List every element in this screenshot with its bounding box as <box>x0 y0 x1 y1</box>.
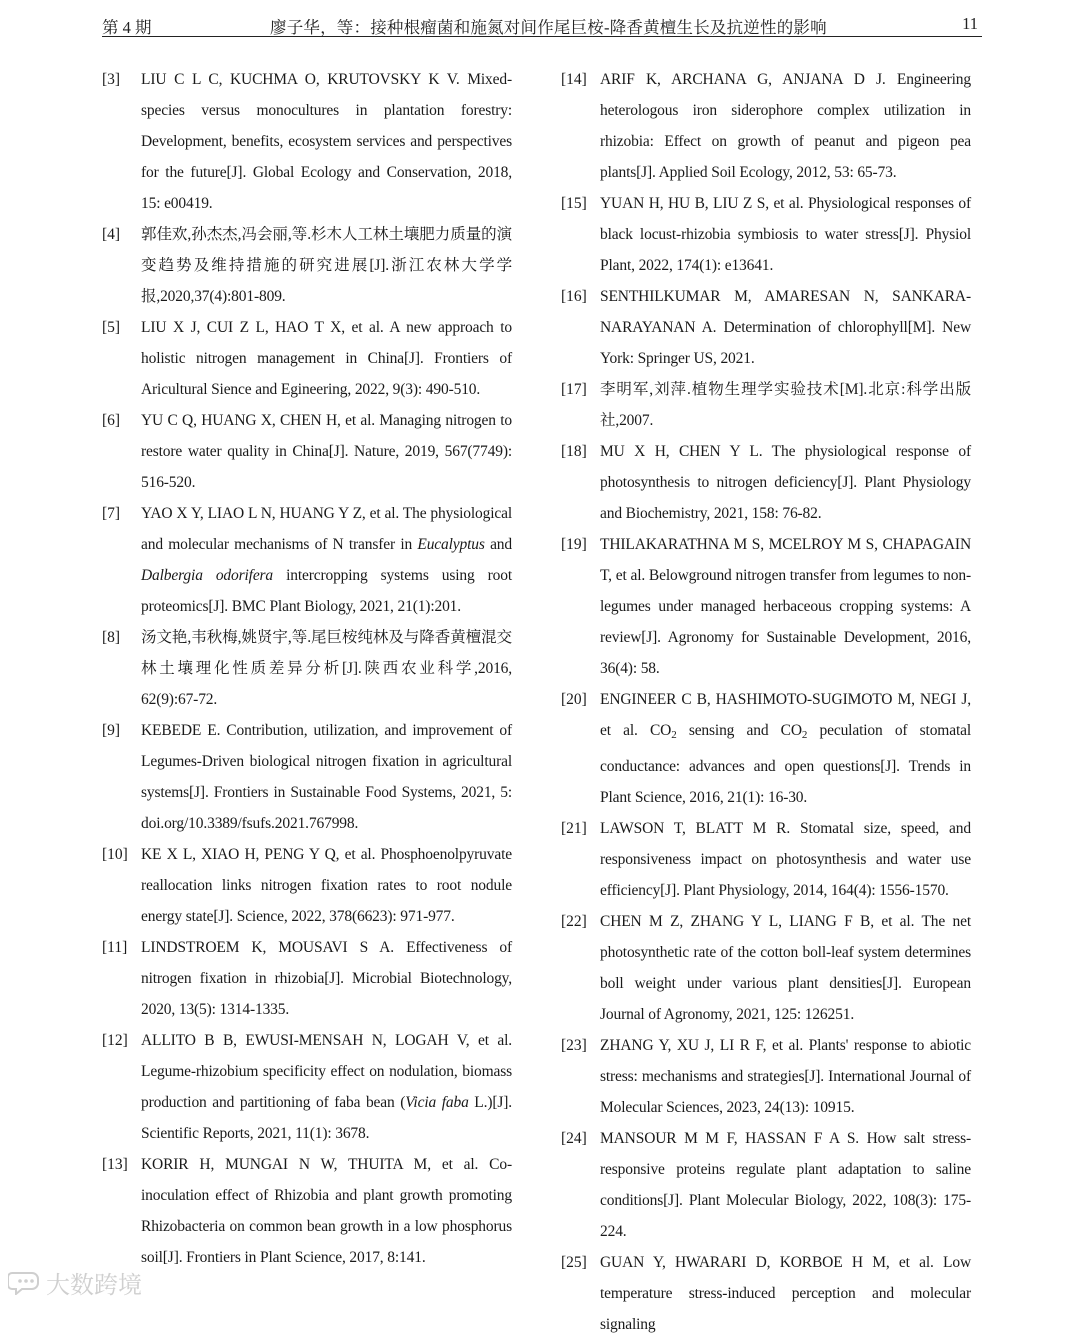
reference-text: MANSOUR M M F, HASSAN F A S. How salt stress-responsive proteins regulate plant adaptation to saline conditions[J]. Plant Molecular Biology, 2022, 108(3): 175-224. <box>600 1130 971 1240</box>
reference-number: [15] <box>561 195 587 212</box>
reference-text: LIU C L C, KUCHMA O, KRUTOVSKY K V. Mixed-species versus monocultures in plantation forestry: Development, benefits, ecosystem services and perspectives for the future[J]. Global Ecology and Conservation, 2018, 15: e00419. <box>141 71 512 212</box>
reference-item <box>102 312 512 405</box>
reference-text: YUAN H, HU B, LIU Z S, et al. Physiological responses of black locust-rhizobia symbiosis to water stress[J]. Physiol Plant, 2022, 174(1): e13641. <box>600 195 971 274</box>
reference-item <box>102 932 512 1025</box>
reference-number: [17] <box>561 381 587 398</box>
subscript: 2 <box>801 729 808 741</box>
species-name: Dalbergia odorifera <box>141 567 274 584</box>
reference-text: 汤文艳,韦秋梅,姚贤宇,等.尾巨桉纯林及与降香黄檀混交林土壤理化性质差异分析[J].陕西农业科学,2016, 62(9):67-72. <box>141 629 512 708</box>
reference-number: [19] <box>561 536 587 553</box>
issue-label: 第 4 期 <box>102 18 152 37</box>
reference-text: KE X L, XIAO H, PENG Y Q, et al. Phosphoenolpyruvate reallocation links nitrogen fixation rates to root nodule energy state[J]. Science, 2022, 378(6623): 971-977. <box>141 846 512 925</box>
running-header <box>102 12 982 38</box>
reference-column-left <box>102 64 512 1273</box>
reference-item <box>561 1030 971 1123</box>
reference-number: [12] <box>102 1032 128 1049</box>
running-title: 廖子华，等：接种根瘤菌和施氮对间作尾巨桉-降香黄檀生长及抗逆性的影响 <box>270 18 827 37</box>
reference-text: LINDSTROEM K, MOUSAVI S A. Effectiveness of nitrogen fixation in rhizobia[J]. Microbial Biotechnology, 2020, 13(5): 1314-1335. <box>141 939 512 1018</box>
reference-text: 郭佳欢,孙杰杰,冯会丽,等.杉木人工林土壤肥力质量的演变趋势及维持措施的研究进展[J].浙江农林大学学报,2020,37(4):801-809. <box>141 226 512 305</box>
reference-number: [14] <box>561 71 587 88</box>
reference-item <box>102 622 512 715</box>
reference-item <box>102 219 512 312</box>
reference-text: CHEN M Z, ZHANG Y L, LIANG F B, et al. The net photosynthetic rate of the cotton boll-leaf system determines boll weight under various plant densities[J]. European Journal of Agronomy, 2021, 125: 126251. <box>600 913 971 1023</box>
header-rule <box>102 36 982 37</box>
reference-text: SENTHILKUMAR M, AMARESAN N, SANKARA-NARAYANAN A. Determination of chlorophyll[M]. New York: Springer US, 2021. <box>600 288 971 367</box>
subscript: 2 <box>671 729 677 741</box>
reference-text: ALLITO B B, EWUSI-MENSAH N, LOGAH V, et al. Legume-rhizobium specificity effect on nodulation, biomass production and partitioning of faba bean (Vicia faba L.)[J]. Scientific Reports, 2021, 11(1): 3678. <box>141 1032 512 1142</box>
reference-number: [24] <box>561 1130 587 1147</box>
reference-number: [21] <box>561 820 587 837</box>
reference-item <box>102 64 512 219</box>
reference-item <box>102 405 512 498</box>
reference-text: ZHANG Y, XU J, LI R F, et al. Plants' response to abiotic stress: mechanisms and strategies[J]. International Journal of Molecular Sciences, 2023, 24(13): 10915. <box>600 1037 971 1116</box>
reference-item <box>561 281 971 374</box>
reference-text: ENGINEER C B, HASHIMOTO-SUGIMOTO M, NEGI J, et al. $CO_2$ sensing and $CO_2$ peculation of stomatal conductance: advances and open questions[J]. Trends in Plant Science, 2016, 21(1): 16-30. <box>600 691 971 806</box>
reference-number: [11] <box>102 939 128 956</box>
species-name: Eucalyptus <box>417 536 485 553</box>
reference-text: ARIF K, ARCHANA G, ANJANA D J. Engineering heterologous iron siderophore complex utilization in rhizobia: Effect on growth of peanut and pigeon pea plants[J]. Applied Soil Ecology, 2012, 53: 65-73. <box>600 71 971 181</box>
reference-number: [4] <box>102 226 121 243</box>
reference-text: YAO X Y, LIAO L N, HUANG Y Z, et al. The physiological and molecular mechanisms of N transfer in Eucalyptus and Dalbergia odorifera intercropping systems using root proteomics[J]. BMC Plant Biology, 2021, 21(1):201. <box>141 505 513 615</box>
reference-item <box>561 1123 971 1247</box>
reference-item <box>561 188 971 281</box>
reference-number: [18] <box>561 443 587 460</box>
reference-number: [16] <box>561 288 587 305</box>
reference-number: [8] <box>102 629 121 646</box>
reference-text: KEBEDE E. Contribution, utilization, and improvement of Legumes-Driven biological nitrogen fixation in agricultural systems[J]. Frontiers in Sustainable Food Systems, 2021, 5: doi.org/10.3389/fsufs.2021.767998. <box>141 722 512 832</box>
reference-text: LIU X J, CUI Z L, HAO T X, et al. A new approach to holistic nitrogen management in China[J]. Frontiers of Aricultural Sience and Egineering, 2022, 9(3): 490-510. <box>141 319 512 398</box>
reference-item <box>561 906 971 1030</box>
reference-item <box>561 436 971 529</box>
reference-item <box>102 715 512 839</box>
watermark-text: 大数跨境 <box>46 1270 142 1299</box>
reference-number: [6] <box>102 412 121 429</box>
reference-item <box>102 498 512 622</box>
reference-text: GUAN Y, HWARARI D, KORBOE H M, et al. Low temperature stress-induced perception and molecular signaling <box>600 1254 971 1333</box>
reference-number: [5] <box>102 319 121 336</box>
reference-item <box>102 1149 512 1273</box>
reference-item <box>102 1025 512 1149</box>
reference-text: 李明军,刘萍.植物生理学实验技术[M].北京:科学出版社,2007. <box>600 381 971 429</box>
reference-item <box>561 529 971 684</box>
reference-number: [22] <box>561 913 587 930</box>
reference-item <box>561 684 971 813</box>
reference-number: [23] <box>561 1037 587 1054</box>
reference-number: [3] <box>102 71 121 88</box>
reference-text: THILAKARATHNA M S, MCELROY M S, CHAPAGAIN T, et al. Belowground nitrogen transfer from legumes to non-legumes under managed herbaceous cropping systems: A review[J]. Agronomy for Sustainable Development, 2016, 36(4): 58. <box>600 536 971 677</box>
reference-item <box>561 1247 971 1340</box>
reference-number: [25] <box>561 1254 587 1271</box>
reference-text: MU X H, CHEN Y L. The physiological response of photosynthesis to nitrogen deficiency[J]. Plant Physiology and Biochemistry, 2021, 158: 76-82. <box>600 443 971 522</box>
reference-text: KORIR H, MUNGAI N W, THUITA M, et al. Co-inoculation effect of Rhizobia and plant growth promoting Rhizobacteria on common bean growth in a low phosphorus soil[J]. Frontiers in Plant Science, 2017, 8:141. <box>141 1156 512 1266</box>
reference-column-right <box>561 64 971 1340</box>
reference-number: [9] <box>102 722 121 739</box>
reference-item <box>561 813 971 906</box>
page-number: 11 <box>962 14 978 33</box>
reference-item <box>561 374 971 436</box>
species-name: Vicia faba <box>405 1094 469 1111</box>
reference-number: [10] <box>102 846 128 863</box>
reference-text: LAWSON T, BLATT M R. Stomatal size, speed, and responsiveness impact on photosynthesis and water use efficiency[J]. Plant Physiology, 2014, 164(4): 1556-1570. <box>600 820 971 899</box>
watermark <box>8 1266 142 1298</box>
reference-number: [7] <box>102 505 121 522</box>
reference-text: YU C Q, HUANG X, CHEN H, et al. Managing nitrogen to restore water quality in China[J]. Nature, 2019, 567(7749): 516-520. <box>141 412 512 491</box>
reference-number: [20] <box>561 691 587 708</box>
reference-item <box>561 64 971 188</box>
reference-item <box>102 839 512 932</box>
reference-number: [13] <box>102 1156 128 1173</box>
chat-bubble-icon <box>8 1269 42 1295</box>
